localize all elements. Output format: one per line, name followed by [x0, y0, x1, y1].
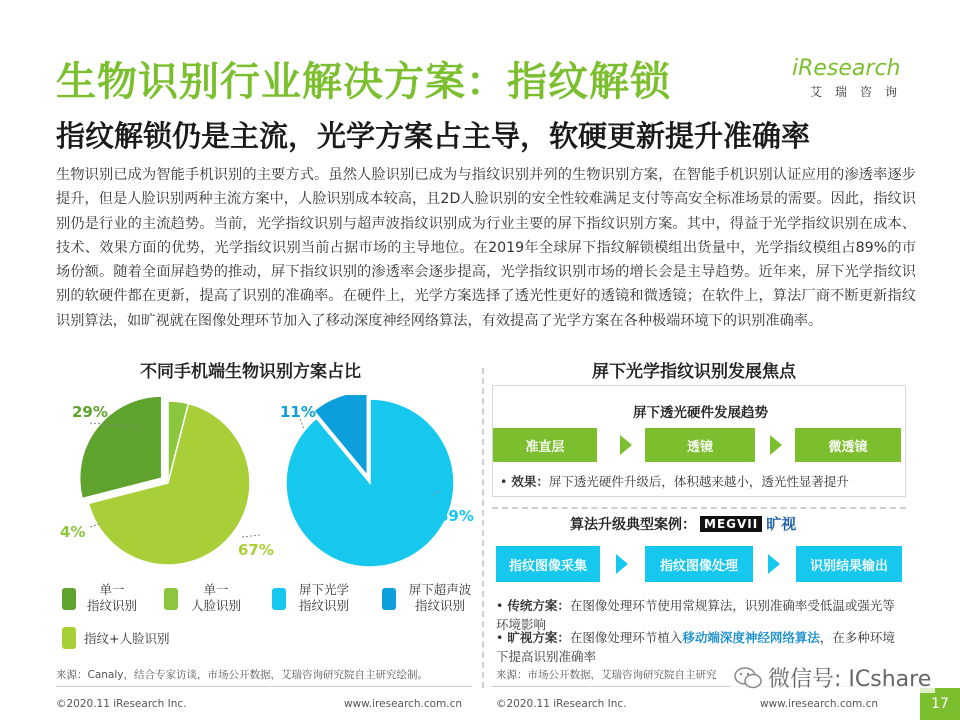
right-inner-divider	[492, 507, 906, 509]
wechat-icon	[734, 666, 762, 690]
right-section-title: 屏下光学指纹识别发展焦点	[592, 362, 796, 382]
note-megvii-highlight: 移动端深度神经网络算法	[682, 630, 820, 645]
iresearch-logo	[792, 56, 914, 100]
algo-title: 算法升级典型案例：	[570, 516, 696, 533]
hw-note: • 效果：屏下透光硬件升级后，体积越来越小，透光性显著提升	[500, 474, 849, 489]
megvii-cn: 旷视	[766, 515, 797, 533]
legend-swatch-ultrasonic	[382, 588, 396, 610]
note-traditional-label: 传统方案：	[507, 598, 570, 613]
hw-note-label: 效果：	[511, 474, 549, 489]
label-29: 29%	[72, 403, 108, 421]
body-paragraph: 生物识别已成为智能手机识别的主要方式。虽然人脸识别已成为与指纹识别并列的生物识别方案，在智能手机识别认证应用的渗透率逐步提升，但是人脸识别两种主流方案中，人脸识别成本较高，且2D人脸识别的安全性较难满足支付等高安全标准场景的需要。因此，指纹识别仍是行业的主流趋势。当前，光学指纹识别与超声波指纹识别成为行业主要的屏下指纹识别方案。其中，得益于光学指纹识别在成本、技术、效果方面的优势，光学指纹识别当前占据市场的主导地位。在2019年全球屏下指纹解锁模组出货量中，光学指纹模组占89%的市场份额。随着全面屏趋势的推动，屏下指纹识别的渗透率会逐步提高，光学指纹识别市场的增长会是主导趋势。近年来，屏下光学指纹识别的软硬件都在更新，提高了识别的准确率。在硬件上，光学方案选择了透光性更好的透镜和微透镜；在软件上，算法厂商不断更新指纹识别算法，如旷视就在图像处理环节加入了移动深度神经网络算法，有效提高了光学方案在各种极端环境下的识别准确率。	[56, 167, 916, 329]
section-divider	[482, 368, 484, 688]
algo-note-traditional: • 传统方案：在图像处理环节使用常规算法，识别准确率受低温或强光等环境影响	[496, 598, 895, 632]
legend-swatch-combined	[62, 627, 76, 649]
label-11: 11%	[280, 403, 316, 421]
page-number: 17	[920, 688, 960, 720]
megvii-logo: MEGVII	[700, 516, 762, 532]
hw-arrow-2	[770, 435, 782, 455]
page-title: 生物识别行业解决方案：指纹解锁	[56, 59, 671, 105]
hw-arrow-1	[620, 435, 632, 455]
note-megvii-post: ，在多种环境下提高识别准确率	[496, 630, 895, 664]
logo-sub: 艾瑞咨询	[810, 85, 911, 99]
hardware-title: 屏下透光硬件发展趋势	[633, 405, 768, 421]
algo-step-capture: 指纹图像采集	[496, 546, 600, 582]
leader-67	[242, 535, 260, 537]
algo-arrow-1	[616, 554, 628, 574]
label-67: 67%	[238, 541, 274, 559]
legend-label-ultrasonic: 屏下超声波 指纹识别	[408, 582, 472, 613]
algo-arrow-2	[768, 554, 780, 574]
left-section-title: 不同手机端生物识别方案占比	[140, 362, 361, 382]
note-traditional-text: 在图像处理环节使用常规算法，识别准确率受低温或强光等环境影响	[496, 598, 895, 632]
watermark-text: 微信号: ICshare	[768, 667, 932, 692]
left-source: 来源：Canaly，结合专家访谈，市场公开数据，艾瑞咨询研究院自主研究绘制。	[56, 669, 428, 681]
watermark	[730, 662, 935, 693]
algo-title-row	[570, 513, 796, 534]
legend-swatch-optical	[272, 588, 286, 610]
legend-label-fingerprint: 单一 指纹识别	[86, 582, 137, 613]
hw-note-text: 屏下透光硬件升级后，体积越来越小，透光性显著提升	[548, 474, 849, 489]
hw-step-microlens: 微透镜	[795, 428, 901, 462]
right-source: 来源：市场公开数据，艾瑞咨询研究院自主研究	[496, 669, 717, 681]
label-89: 89%	[438, 507, 474, 525]
footer-url-right: www.iresearch.com.cn	[760, 698, 879, 710]
algo-note-megvii: • 旷视方案：在图像处理环节植入移动端深度神经网络算法，在多种环境下提高识别准确率	[496, 630, 895, 664]
page-subtitle: 指纹解锁仍是主流，光学方案占主导，软硬更新提升准确率	[56, 119, 811, 153]
pie-chart-recognition-methods	[80, 396, 250, 565]
footer-rule-left	[56, 686, 472, 687]
legend-label-combined: 指纹+人脸识别	[84, 631, 170, 646]
logo-name: iResearch	[792, 56, 901, 81]
algo-step-output: 识别结果输出	[796, 546, 902, 582]
hw-step-collimator: 准直层	[493, 428, 597, 462]
note-megvii-pre: 在图像处理环节植入	[569, 630, 683, 645]
legend-swatch-fingerprint	[62, 588, 76, 610]
note-megvii-label: 旷视方案：	[507, 630, 570, 645]
pie-charts	[60, 395, 480, 575]
legend-label-face: 单一 人脸识别	[190, 582, 241, 613]
legend-swatch-face	[164, 588, 178, 610]
algo-step-processing: 指纹图像处理	[645, 546, 753, 582]
footer-url-left: www.iresearch.com.cn	[344, 698, 463, 710]
pie-slice-optical	[286, 399, 454, 567]
label-4: 4%	[60, 523, 86, 541]
legend-label-optical: 屏下光学 指纹识别	[298, 582, 349, 613]
footer-copyright-left: ©2020.11 iResearch Inc.	[56, 698, 187, 710]
hw-step-lens: 透镜	[645, 428, 755, 462]
footer-copyright-right: ©2020.11 iResearch Inc.	[496, 698, 627, 710]
